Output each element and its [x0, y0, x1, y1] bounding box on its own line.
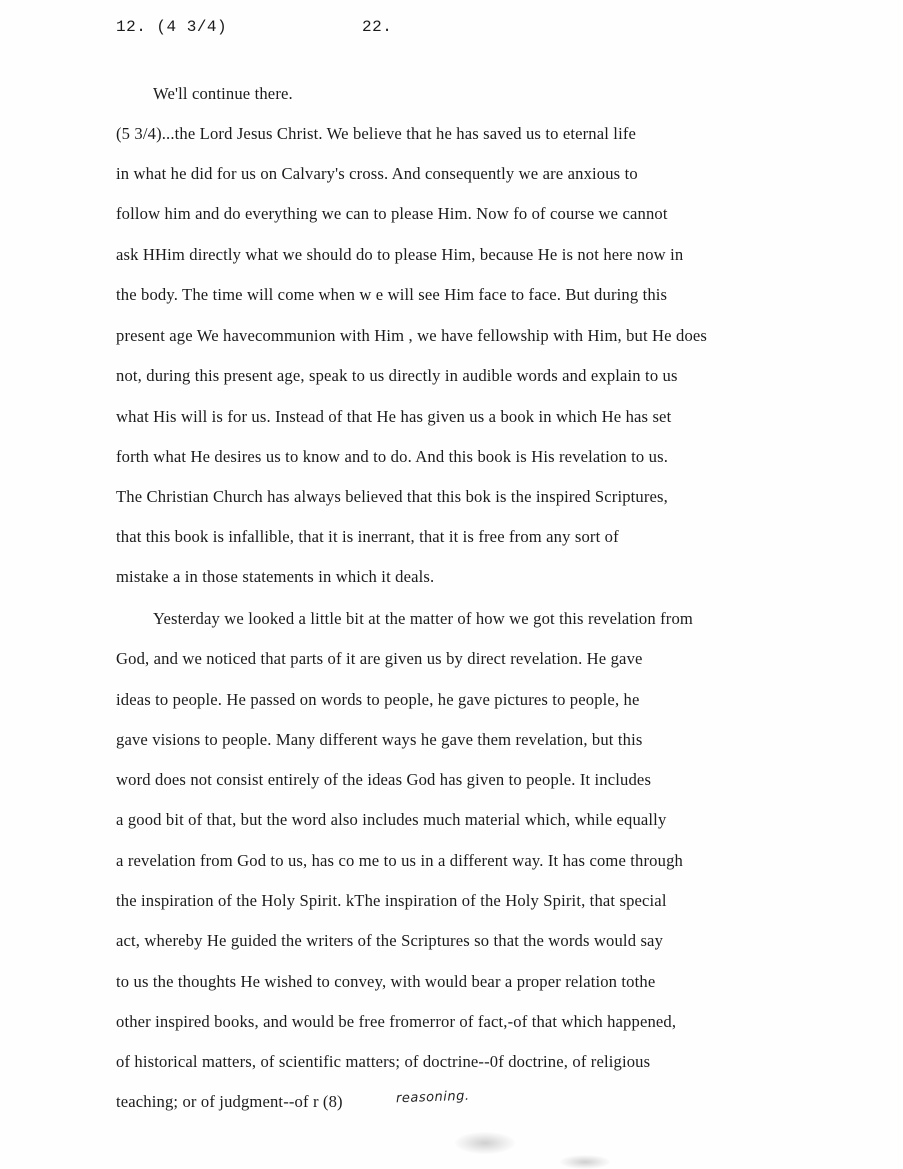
text-line: in what he did for us on Calvary's cross. And consequently we are anxious to [116, 164, 638, 183]
text-line: God, and we noticed that parts of it are given us by direct revelation. He gave [116, 649, 643, 668]
text-line: a revelation from God to us, has co me to us in a different way. It has come through [116, 851, 683, 870]
section-marker: 12. (4 3/4) [116, 18, 228, 36]
text-line: (5 3/4)...the Lord Jesus Christ. We believe that he has saved us to eternal life [116, 124, 637, 143]
text-line: teaching; or of judgment--of r (8) [116, 1092, 343, 1111]
text-line: follow him and do everything we can to please Him. Now fo of course we cannot [116, 204, 668, 223]
text-line: We'll continue there. [153, 84, 293, 103]
text-line: word does not consist entirely of the ideas God has given to people. It includes [116, 770, 652, 789]
scan-smudge [560, 1155, 610, 1169]
page-header [116, 18, 393, 36]
text-line: that this book is infallible, that it is inerrant, that it is free from any sort of [116, 527, 619, 546]
page-number: 22. [362, 18, 393, 36]
text-line: ideas to people. He passed on words to people, he gave pictures to people, he [116, 690, 640, 709]
text-line: to us the thoughts He wished to convey, with would bear a proper relation tothe [116, 972, 656, 991]
text-line: The Christian Church has always believed that this bok is the inspired Scriptures, [116, 487, 668, 506]
text-line: other inspired books, and would be free fromerror of fact,-of that which happened, [116, 1012, 677, 1031]
text-line: what His will is for us. Instead of that He has given us a book in which He has set [116, 407, 672, 426]
text-line: act, whereby He guided the writers of the Scriptures so that the words would say [116, 931, 664, 950]
text-line: of historical matters, of scientific matters; of doctrine--0f doctrine, of religious [116, 1052, 651, 1071]
scan-smudge [455, 1132, 515, 1154]
text-line: the body. The time will come when w e will see Him face to face. But during this [116, 285, 668, 304]
text-line: Yesterday we looked a little bit at the matter of how we got this revelation from [153, 609, 693, 628]
text-line: not, during this present age, speak to us directly in audible words and explain to us [116, 366, 678, 385]
text-line: forth what He desires us to know and to do. And this book is His revelation to us. [116, 447, 669, 466]
handwritten-annotation: reasoning. [395, 1088, 470, 1107]
text-line: ask HHim directly what we should do to please Him, because He is not here now in [116, 245, 684, 264]
text-line: gave visions to people. Many different ways he gave them revelation, but this [116, 730, 643, 749]
text-line: present age We havecommunion with Him , we have fellowship with Him, but He does [116, 326, 708, 345]
text-line: mistake a in those statements in which it deals. [116, 567, 435, 586]
text-line: a good bit of that, but the word also includes much material which, while equally [116, 810, 667, 829]
text-line: the inspiration of the Holy Spirit. kThe inspiration of the Holy Spirit, that special [116, 891, 667, 910]
